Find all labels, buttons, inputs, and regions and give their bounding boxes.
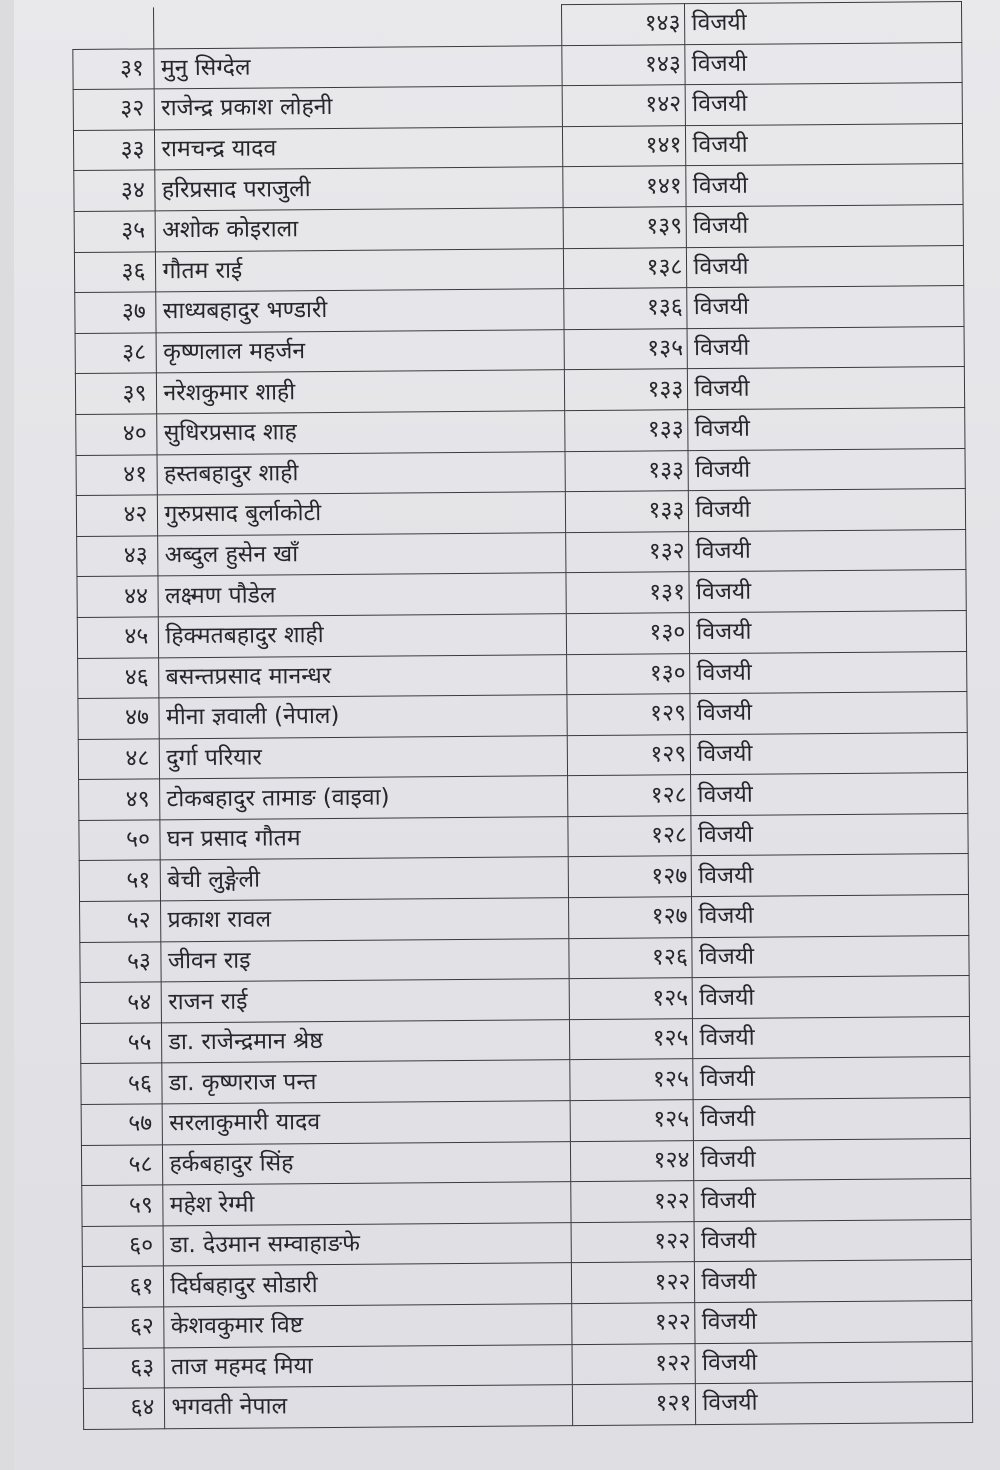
vote-count-cell: १२५ (569, 978, 693, 1020)
table-row (74, 245, 963, 293)
result-status-cell: विजयी (693, 1057, 970, 1100)
vote-count-cell: १३१ (566, 572, 690, 614)
vote-count-cell: १३३ (565, 491, 689, 533)
result-status-cell: विजयी (689, 570, 966, 613)
vote-count-cell: १३५ (564, 328, 688, 370)
row-number-cell: ४९ (79, 779, 161, 820)
row-number-cell: ६३ (83, 1347, 165, 1388)
table-row (78, 651, 967, 699)
result-status-cell: विजयी (690, 610, 967, 653)
vote-count-cell: १२७ (568, 897, 692, 939)
table-row (81, 1098, 970, 1146)
vote-count-cell: १४३ (562, 44, 686, 86)
row-number-cell: ५९ (82, 1185, 164, 1226)
vote-count-cell: १३३ (564, 369, 688, 411)
row-number-cell: ४८ (78, 739, 160, 780)
candidate-name-cell: डा. देउमान सम्वाहाङफे (164, 1222, 572, 1266)
table-row (77, 570, 966, 618)
row-number-cell: ३१ (73, 48, 155, 89)
table-row (77, 529, 966, 577)
candidate-name-cell: भगवती नेपाल (165, 1385, 573, 1429)
candidate-name-cell: साध्यबहादुर भण्डारी (156, 289, 564, 333)
table-row (79, 773, 968, 821)
vote-count-cell: १३३ (564, 410, 688, 452)
candidate-name-cell: केशवकुमार विष्ट (164, 1304, 572, 1348)
row-number-cell: ६० (82, 1226, 164, 1267)
candidate-name-cell: राजन राई (162, 979, 570, 1023)
result-status-cell: विजयी (695, 1300, 972, 1343)
row-number-cell: ३४ (74, 170, 156, 211)
candidate-name-cell: गुरुप्रसाद बुर्लाकोटी (158, 492, 566, 536)
table-row (82, 1219, 971, 1267)
result-status-cell: विजयी (688, 407, 965, 450)
vote-count-cell: १२५ (570, 1059, 694, 1101)
vote-count-cell: १४२ (562, 85, 686, 127)
candidate-name-cell: हरिप्रसाद पराजुली (155, 167, 563, 211)
candidate-name-cell: गौतम राई (156, 248, 564, 292)
result-status-cell: विजयी (694, 1138, 971, 1181)
table-row (79, 854, 968, 902)
row-number-cell: ३५ (74, 211, 156, 252)
candidate-name-cell: हिक्मतबहादुर शाही (159, 614, 567, 658)
result-status-cell: विजयी (689, 489, 966, 532)
vote-count-cell: १२८ (568, 816, 692, 858)
result-status-cell: विजयी (693, 1016, 970, 1059)
row-number-cell: ३२ (73, 89, 155, 130)
result-status-cell: विजयी (691, 732, 968, 775)
table-row (80, 1016, 969, 1064)
table-row (80, 895, 969, 943)
table-row (75, 286, 964, 334)
row-number-cell: ४७ (78, 698, 160, 739)
table-row (80, 976, 969, 1024)
candidate-name-cell: राजेन्द्र प्रकाश लोहनी (155, 86, 563, 130)
candidate-name-cell: अब्दुल हुसेन खाँ (158, 532, 566, 576)
result-status-cell: विजयी (692, 935, 969, 978)
row-number-cell: ४१ (76, 454, 158, 495)
result-status-cell: विजयी (691, 813, 968, 856)
table-row-partial (73, 2, 962, 50)
result-status-cell: विजयी (694, 1179, 971, 1222)
result-status-cell: विजयी (687, 245, 964, 288)
table-row (82, 1260, 971, 1308)
candidate-name-cell: सरलाकुमारी यादव (163, 1101, 571, 1145)
vote-count-cell: १३० (566, 613, 690, 655)
row-number-cell: ३३ (73, 130, 155, 171)
result-status-cell: विजयी (686, 83, 963, 126)
candidate-name-cell: दुर्गा परियार (160, 735, 568, 779)
row-number-cell: ५२ (80, 901, 162, 942)
candidate-name-cell: नरेशकुमार शाही (157, 370, 565, 414)
candidate-name-cell: लक्ष्मण पौडेल (158, 573, 566, 617)
candidate-name-cell: कृष्णलाल महर्जन (157, 329, 565, 373)
result-status-cell: विजयी (686, 164, 963, 207)
vote-count-cell: १२५ (569, 1018, 693, 1060)
vote-count-cell: १२२ (572, 1343, 696, 1385)
vote-count-cell: १३६ (563, 288, 687, 330)
result-status-cell: विजयी (687, 286, 964, 329)
vote-count-cell: १४१ (562, 166, 686, 208)
table-row (73, 42, 962, 90)
result-status-cell: विजयी (689, 529, 966, 572)
table-row (76, 407, 965, 455)
table-row (78, 692, 967, 740)
table-row (74, 204, 963, 252)
row-number-cell: ४२ (76, 495, 158, 536)
candidate-name-cell (154, 5, 562, 49)
result-status-cell: विजयी (690, 651, 967, 694)
row-number-cell: ४३ (77, 536, 159, 577)
result-status-cell: विजयी (688, 367, 965, 410)
result-status-cell: विजयी (686, 123, 963, 166)
result-status-cell: विजयी (694, 1219, 971, 1262)
results-sheet (72, 1, 973, 1430)
candidate-name-cell: रामचन्द्र यादव (155, 126, 563, 170)
vote-count-cell: १२२ (570, 1181, 694, 1223)
candidate-name-cell: बेची लुङ्गेली (161, 857, 569, 901)
result-status-cell: विजयी (692, 854, 969, 897)
row-number-cell: ६२ (83, 1307, 165, 1348)
candidate-name-cell: सुधिरप्रसाद शाह (157, 411, 565, 455)
result-status-cell: विजयी (691, 773, 968, 816)
result-status-cell: विजयी (695, 1260, 972, 1303)
candidate-name-cell: अशोक कोइराला (156, 208, 564, 252)
row-number-cell: ५१ (79, 860, 161, 901)
vote-count-cell: १३३ (565, 450, 689, 492)
table-row (74, 164, 963, 212)
row-number-cell: ३८ (75, 333, 157, 374)
vote-count-cell: १२६ (569, 937, 693, 979)
row-number-cell: ५३ (80, 941, 162, 982)
result-status-cell: विजयी (695, 1341, 972, 1384)
vote-count-cell: १२८ (567, 775, 691, 817)
result-status-cell: विजयी (696, 1382, 973, 1425)
result-status-cell: विजयी (685, 42, 962, 85)
table-row (83, 1382, 972, 1430)
table-row (80, 935, 969, 983)
row-number-cell: ५० (79, 820, 161, 861)
row-number-cell: ४६ (78, 657, 160, 698)
row-number-cell (73, 8, 155, 49)
vote-count-cell: १२७ (568, 856, 692, 898)
vote-count-cell: १३० (566, 653, 690, 695)
row-number-cell: ६१ (82, 1266, 164, 1307)
row-number-cell: ३६ (74, 251, 156, 292)
candidate-name-cell: बसन्तप्रसाद मानन्धर (159, 654, 567, 698)
row-number-cell: ६४ (83, 1388, 165, 1429)
table-row (75, 367, 964, 415)
row-number-cell: ३९ (75, 373, 157, 414)
vote-count-cell: १२२ (571, 1303, 695, 1345)
candidate-name-cell: हस्तबहादुर शाही (157, 451, 565, 495)
table-row (83, 1300, 972, 1348)
row-number-cell: ५५ (80, 1023, 162, 1064)
vote-count-cell: १२२ (571, 1221, 695, 1263)
vote-count-cell: १३९ (563, 207, 687, 249)
candidate-name-cell: डा. कृष्णराज पन्त (162, 1060, 570, 1104)
table-row (78, 732, 967, 780)
row-number-cell: ४० (76, 414, 158, 455)
row-number-cell: ५६ (81, 1063, 163, 1104)
table-row (76, 489, 965, 537)
table-row (79, 813, 968, 861)
vote-count-cell: १३८ (563, 247, 687, 289)
candidate-name-cell: महेश रेग्मी (163, 1182, 571, 1226)
vote-count-cell: १२९ (567, 734, 691, 776)
result-status-cell: विजयी (692, 895, 969, 938)
table-row (81, 1138, 970, 1186)
result-status-cell: विजयी (687, 326, 964, 369)
row-number-cell: ४५ (77, 617, 159, 658)
candidate-name-cell: मुनु सिग्देल (154, 45, 562, 89)
result-status-cell: विजयी (690, 692, 967, 735)
row-number-cell: ५७ (81, 1104, 163, 1145)
results-table-body (73, 2, 973, 1430)
result-status-cell: विजयी (688, 448, 965, 491)
candidate-name-cell: हर्कबहादुर सिंह (163, 1141, 571, 1185)
candidate-name-cell: टोकबहादुर तामाङ (वाइवा) (160, 776, 568, 820)
vote-count-cell: १२१ (572, 1384, 696, 1426)
table-row (73, 83, 962, 131)
vote-count-cell: १४३ (561, 4, 685, 46)
candidate-name-cell: घन प्रसाद गौतम (160, 817, 568, 861)
candidate-name-cell: मीना ज्ञवाली (नेपाल) (159, 695, 567, 739)
vote-count-cell: १२९ (567, 694, 691, 736)
row-number-cell: ५४ (80, 982, 162, 1023)
candidate-name-cell: दिर्घबहादुर सोडारी (164, 1263, 572, 1307)
paper-sheet (14, 0, 1000, 1470)
candidate-name-cell: जीवन राइ (161, 938, 569, 982)
candidate-name-cell: डा. राजेन्द्रमान श्रेष्ठ (162, 1019, 570, 1063)
result-status-cell: विजयी (685, 2, 962, 45)
table-row (75, 326, 964, 374)
table-row (73, 123, 962, 171)
table-row (83, 1341, 972, 1389)
table-row (81, 1057, 970, 1105)
row-number-cell: ४४ (77, 576, 159, 617)
results-table (72, 1, 973, 1430)
vote-count-cell: १२४ (570, 1140, 694, 1182)
candidate-name-cell: ताज महमद मिया (164, 1344, 572, 1388)
table-row (76, 448, 965, 496)
table-row (82, 1179, 971, 1227)
candidate-name-cell: प्रकाश रावल (161, 898, 569, 942)
vote-count-cell: १३२ (565, 531, 689, 573)
table-row (77, 610, 966, 658)
row-number-cell: ५८ (81, 1144, 163, 1185)
vote-count-cell: १४१ (562, 125, 686, 167)
row-number-cell: ३७ (75, 292, 157, 333)
vote-count-cell: १२५ (570, 1100, 694, 1142)
result-status-cell: विजयी (687, 204, 964, 247)
result-status-cell: विजयी (693, 976, 970, 1019)
vote-count-cell: १२२ (571, 1262, 695, 1304)
result-status-cell: विजयी (694, 1098, 971, 1141)
